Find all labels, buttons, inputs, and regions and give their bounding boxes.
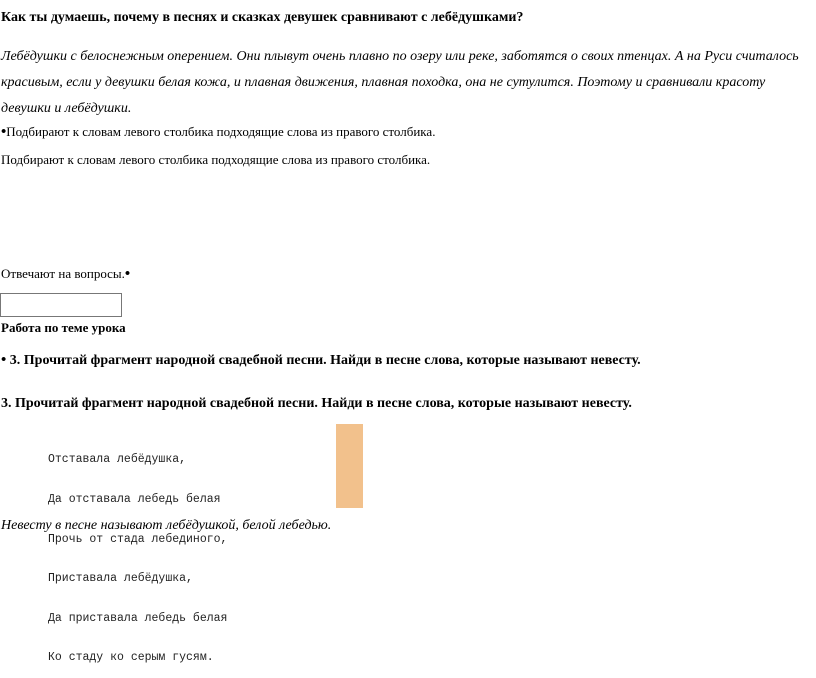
answer-questions-line <box>1 266 130 283</box>
image-strip <box>336 424 363 508</box>
task-bulleted-text: 3. Прочитай фрагмент народной свадебной песни. Найди в песне слова, которые называют невесту. <box>9 353 641 368</box>
conclusion-text: Невесту в песне называют лебёдушкой, белой лебедью. <box>1 518 332 533</box>
poem-line: Да отставала лебедь белая <box>48 493 221 507</box>
poem-line: Отставала лебёдушка, <box>48 453 187 467</box>
bullet-icon: • <box>124 266 131 282</box>
poem-line: Прочь от стада лебединого, <box>48 532 228 546</box>
poem-line: Ко стаду ко серым гусям. <box>48 651 214 665</box>
lesson-heading: Работа по теме урока <box>1 320 126 335</box>
answer-questions-text: Отвечают на вопросы. <box>1 266 125 281</box>
song-fragment <box>48 427 227 678</box>
task-heading-bulleted <box>1 352 641 369</box>
poem-line: Да приставала лебедь белая <box>48 611 228 625</box>
poem-line: Приставала лебёдушка, <box>48 572 193 586</box>
answer-input-box[interactable] <box>0 293 122 317</box>
match-instruction-bulleted <box>1 124 435 141</box>
answer-paragraph: Лебёдушки с белоснежным оперением. Они плывут очень плавно по озеру или реке, заботятся о своих птенцах. А на Руси считалось красивым, если у девушки белая кожа, и плавная движения, плавная походка, она не сутулится. Поэтому и сравнивали красоту девушки и лебёдушки. <box>1 49 799 116</box>
task-heading: 3. Прочитай фрагмент народной свадебной песни. Найди в песне слова, которые называют невесту. <box>1 396 632 411</box>
bullet-icon: • <box>1 124 7 140</box>
match-instruction-plain: Подбирают к словам левого столбика подходящие слова из правого столбика. <box>1 152 431 167</box>
match-instruction-text: Подбирают к словам левого столбика подходящие слова из правого столбика. <box>6 124 436 139</box>
bullet-icon: • <box>1 352 7 368</box>
question-heading: Как ты думаешь, почему в песнях и сказках девушек сравнивают с лебёдушками? <box>1 10 524 25</box>
